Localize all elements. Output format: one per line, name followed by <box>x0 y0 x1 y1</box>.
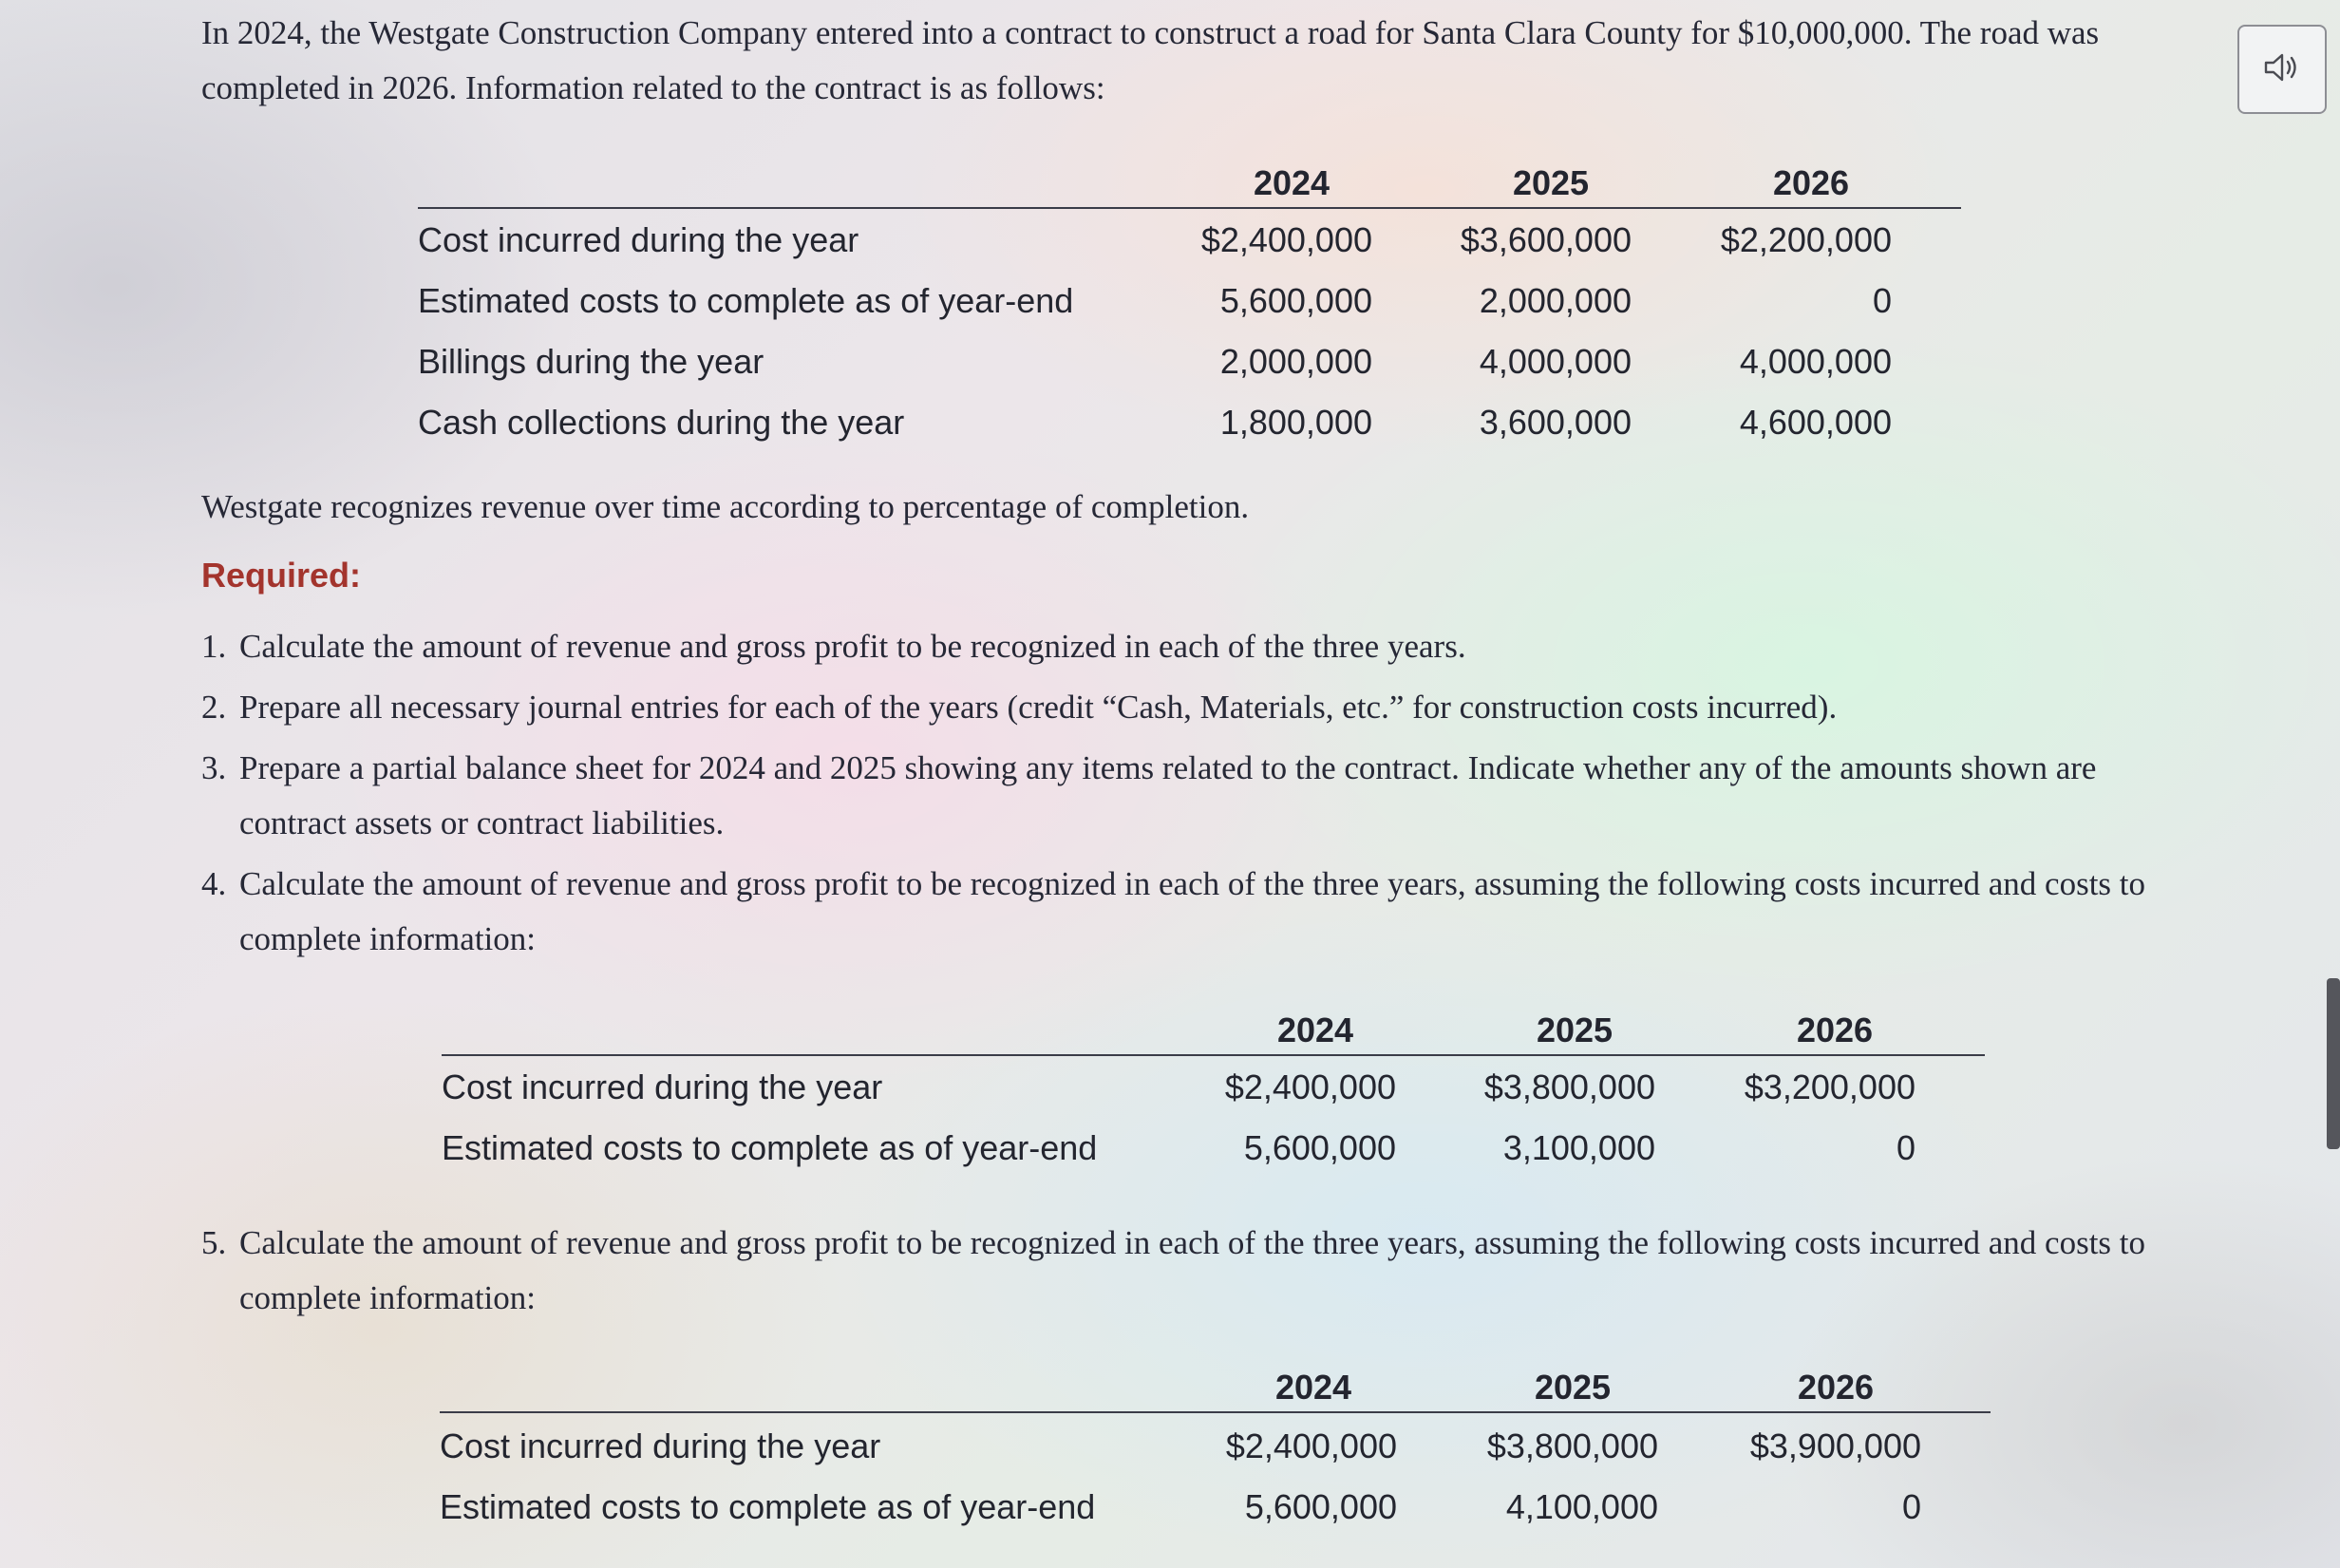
method-statement: Westgate recognizes revenue over time according to percentage of completion. <box>201 488 1250 525</box>
year-header: 2024 <box>1276 1011 1354 1049</box>
cell-value: 3,600,000 <box>1479 403 1632 442</box>
item-text: Calculate the amount of revenue and gross profit to be recognized in each of the three years, assuming the following costs incurred and costs to complete information: <box>239 1224 2146 1316</box>
table-row <box>418 393 1961 452</box>
table-row <box>418 332 1961 391</box>
cell-value: $2,400,000 <box>1224 1067 1396 1106</box>
item-number: 3. <box>201 749 227 786</box>
table-header <box>440 1364 1991 1413</box>
list-item <box>201 1216 2158 1326</box>
costs-table-req4 <box>442 1007 1985 1187</box>
row-label: Cost incurred during the year <box>440 1426 881 1465</box>
cell-value: 2,000,000 <box>1479 281 1632 320</box>
item-number: 1. <box>201 628 227 665</box>
cell-value: $2,200,000 <box>1720 220 1892 259</box>
cell-value: 4,000,000 <box>1479 342 1632 381</box>
table-row <box>418 272 1961 331</box>
row-label: Cost incurred during the year <box>418 220 859 259</box>
cell-value: 5,600,000 <box>1243 1128 1396 1167</box>
required-heading: Required: <box>201 556 362 595</box>
row-label: Cash collections during the year <box>418 403 905 442</box>
table-row <box>442 1058 1985 1117</box>
table-row <box>442 1119 1985 1178</box>
item-text: Calculate the amount of revenue and gross profit to be recognized in each of the three years. <box>239 628 1466 665</box>
list-item <box>201 741 2158 851</box>
read-aloud-button[interactable] <box>2237 25 2327 114</box>
speaker-icon <box>2263 51 2301 88</box>
cell-value: 2,000,000 <box>1219 342 1372 381</box>
cell-value: $3,800,000 <box>1486 1426 1658 1465</box>
year-header: 2026 <box>1796 1011 1874 1049</box>
year-header: 2025 <box>1534 1368 1612 1407</box>
item-text: Prepare a partial balance sheet for 2024 and 2025 showing any items related to the contract. Indicate whether any of the amounts shown are contract assets or contract liabilities. <box>239 749 2097 841</box>
item-text: Calculate the amount of revenue and gross profit to be recognized in each of the three years, assuming the following costs incurred and costs to complete information: <box>239 865 2146 957</box>
cell-value: 3,100,000 <box>1502 1128 1655 1167</box>
cell-value: $3,800,000 <box>1483 1067 1655 1106</box>
year-header: 2026 <box>1772 163 1850 202</box>
cell-value: $3,200,000 <box>1744 1067 1915 1106</box>
item-number: 5. <box>201 1224 227 1261</box>
list-item <box>201 680 2158 735</box>
cell-value: $3,900,000 <box>1749 1426 1921 1465</box>
row-label: Estimated costs to complete as of year-end <box>442 1128 1098 1167</box>
cell-value: $2,400,000 <box>1200 220 1372 259</box>
cell-value: 0 <box>1901 1487 1921 1526</box>
year-header: 2024 <box>1253 163 1330 202</box>
year-header: 2025 <box>1512 163 1590 202</box>
row-label: Estimated costs to complete as of year-end <box>440 1487 1096 1526</box>
table-row <box>440 1417 1991 1476</box>
table-row <box>418 211 1961 270</box>
problem-intro: In 2024, the Westgate Construction Company entered into a contract to construct a road for Santa Clara County for $10,000,000. The road was completed in 2026. Information related to the contract is as follows: <box>201 14 2100 106</box>
year-header: 2024 <box>1274 1368 1352 1407</box>
cell-value: 4,000,000 <box>1739 342 1892 381</box>
cell-value: 5,600,000 <box>1244 1487 1397 1526</box>
cell-value: $2,400,000 <box>1225 1426 1397 1465</box>
cell-value: $3,600,000 <box>1460 220 1632 259</box>
row-label: Cost incurred during the year <box>442 1067 883 1106</box>
list-item <box>201 619 2158 674</box>
row-label: Estimated costs to complete as of year-end <box>418 281 1074 320</box>
year-header: 2026 <box>1797 1368 1875 1407</box>
cell-value: 4,100,000 <box>1505 1487 1658 1526</box>
item-number: 4. <box>201 865 227 902</box>
table-header <box>442 1007 1985 1056</box>
year-header: 2025 <box>1536 1011 1613 1049</box>
list-item <box>201 857 2158 967</box>
item-number: 2. <box>201 689 227 726</box>
item-text: Prepare all necessary journal entries for each of the years (credit “Cash, Materials, etc.” for construction costs incurred). <box>239 689 1838 726</box>
table-row <box>440 1478 1991 1537</box>
contract-info-table <box>418 160 1961 454</box>
row-label: Billings during the year <box>418 342 764 381</box>
cell-value: 0 <box>1896 1128 1915 1167</box>
table-header <box>418 160 1961 209</box>
cell-value: 0 <box>1872 281 1892 320</box>
cell-value: 5,600,000 <box>1219 281 1372 320</box>
scrollbar-thumb[interactable] <box>2327 978 2340 1149</box>
cell-value: 1,800,000 <box>1219 403 1372 442</box>
cell-value: 4,600,000 <box>1739 403 1892 442</box>
costs-table-req5 <box>440 1364 1991 1544</box>
